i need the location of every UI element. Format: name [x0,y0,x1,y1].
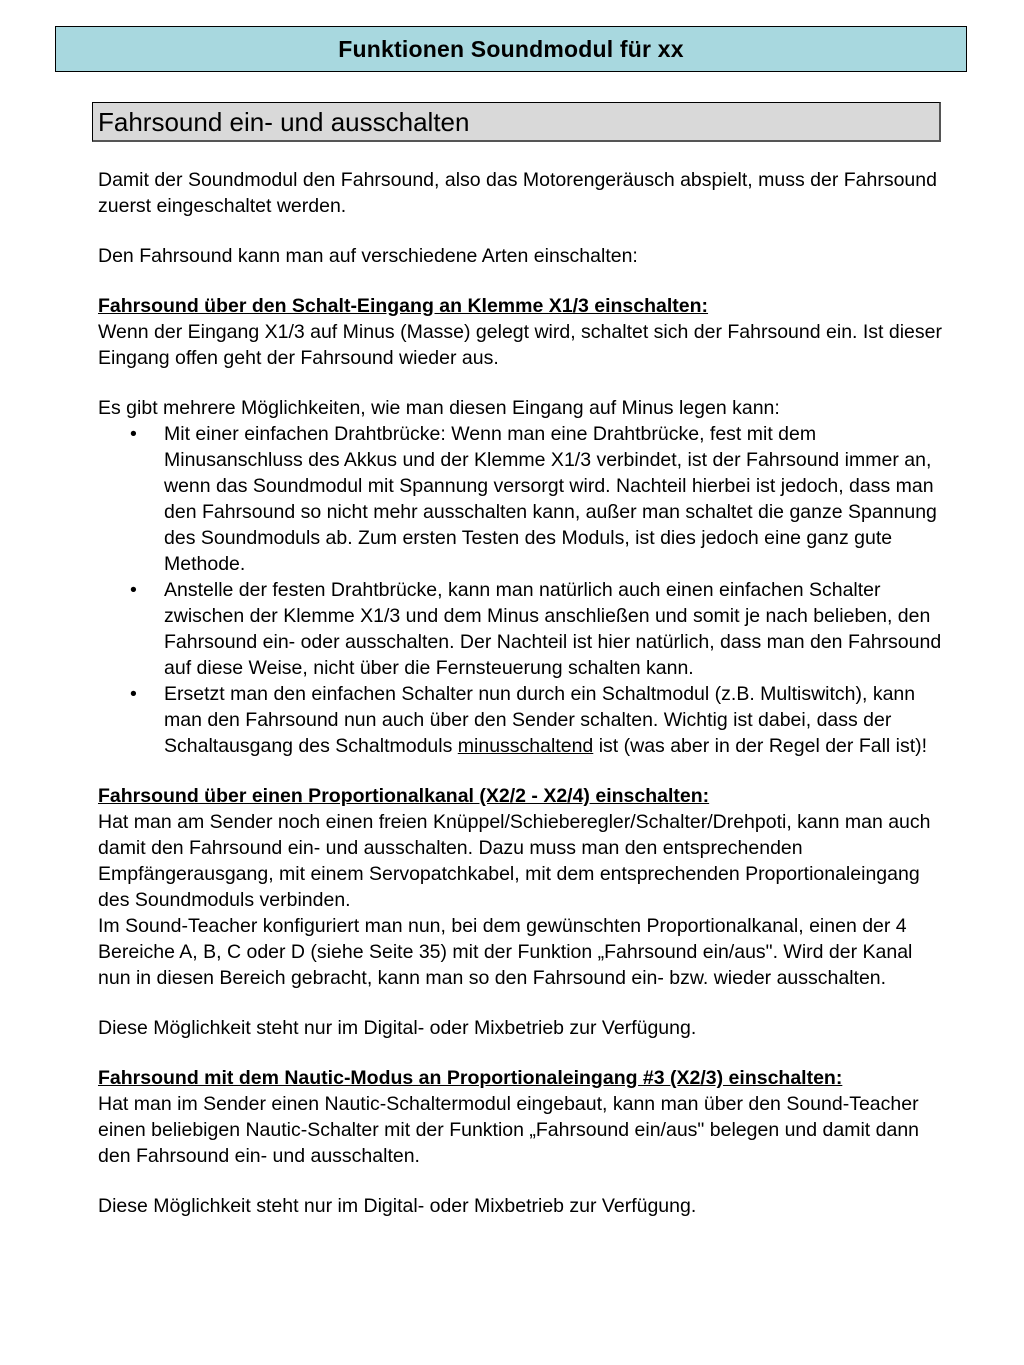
text-proportionalkanal: Hat man am Sender noch einen freien Knüppel/Schieberegler/Schalter/Drehpoti, kann man auch damit den Fahrsound ein- und ausschalten. Dazu muss man den entsprechenden Empfängerausgang, mit einem Servopatchkabel, mit dem entsprechenden Proportionaleingang des Soundmoduls verbinden. [98,811,931,911]
note-digital-mix-2: Diese Möglichkeit steht nur im Digital- oder Mixbetrieb zur Verfügung. [98,1195,697,1217]
document-body [98,167,948,1219]
heading-proportionalkanal: Fahrsound über einen Proportionalkanal (X2/2 - X2/4) einschalten: [98,785,710,807]
list-item [98,421,948,577]
text-nautic: Hat man im Sender einen Nautic-Schaltermodul eingebaut, kann man über den Sound-Teacher einen beliebigen Nautic-Schalter mit der Funktion „Fahrsound ein/aus" belegen und damit dann den Fahrsound ein- und ausschalten. [98,1093,920,1167]
list-item [98,577,948,681]
page-title-text: Funktionen Soundmodul für xx [338,35,684,62]
list-item-text-start: Ersetzt man den einfachen Schalter nun durch ein Schaltmodul (z.B. Multiswitch), kann man den Fahrsound nun auch über den Sender schalten. Wichtig ist dabei, dass der Schaltausgang des Schaltmoduls [164,683,916,757]
underlined-term: minusschaltend [457,735,594,757]
intro-paragraph: Damit der Soundmodul den Fahrsound, also das Motorengeräusch abspielt, muss der Fahrsound zuerst eingeschaltet werden. [98,169,937,217]
intro-arten: Den Fahrsound kann man auf verschiedene Arten einschalten: [98,245,638,267]
bullet-icon: • [130,423,137,445]
list-intro: Es gibt mehrere Möglichkeiten, wie man diesen Eingang auf Minus legen kann: [98,397,780,419]
bullet-icon: • [130,579,137,601]
bullet-icon: • [130,683,137,705]
text-schalt-eingang: Wenn der Eingang X1/3 auf Minus (Masse) gelegt wird, schaltet sich der Fahrsound ein. Ist dieser Eingang offen geht der Fahrsound wieder aus. [98,321,942,369]
list-item [98,681,948,759]
text-sound-teacher: Im Sound-Teacher konfiguriert man nun, bei dem gewünschten Proportionalkanal, einen der 4 Bereiche A, B, C oder D (siehe Seite 35) mit der Funktion „Fahrsound ein/aus". Wird der Kanal nun in diesen Bereich gebracht, kann man so den Fahrsound ein- bzw. wieder ausschalten. [98,915,913,989]
list-item-text-end: ist (was aber in der Regel der Fall ist)! [593,735,928,757]
list-item-text: Anstelle der festen Drahtbrücke, kann man natürlich auch einen einfachen Schalter zwischen der Klemme X1/3 und dem Minus anschließen und somit je nach belieben, den Fahrsound ein- oder ausschalten. Der Nachteil ist hier natürlich, dass man den Fahrsound auf diese Weise, nicht über die Fernsteuerung schalten kann. [164,579,942,679]
section-title: Fahrsound ein- und ausschalten [92,102,941,142]
page-title [55,26,967,72]
note-digital-mix: Diese Möglichkeit steht nur im Digital- oder Mixbetrieb zur Verfügung. [98,1017,697,1039]
heading-schalt-eingang: Fahrsound über den Schalt-Eingang an Klemme X1/3 einschalten: [98,295,709,317]
list-item-text: Mit einer einfachen Drahtbrücke: Wenn man eine Drahtbrücke, fest mit dem Minusanschluss des Akkus und der Klemme X1/3 verbindet, ist der Fahrsound immer an, wenn das Soundmodul mit Spannung versorgt wird. Nachteil hierbei ist jedoch, dass man den Fahrsound so nicht mehr ausschalten kann, außer man schaltet die ganze Spannung des Soundmoduls ab. Zum ersten Testen des Moduls, ist dies jedoch eine ganz gute Methode. [164,423,937,575]
heading-nautic: Fahrsound mit dem Nautic-Modus an Proportionaleingang #3 (X2/3) einschalten: [98,1067,843,1089]
option-list [98,421,948,759]
